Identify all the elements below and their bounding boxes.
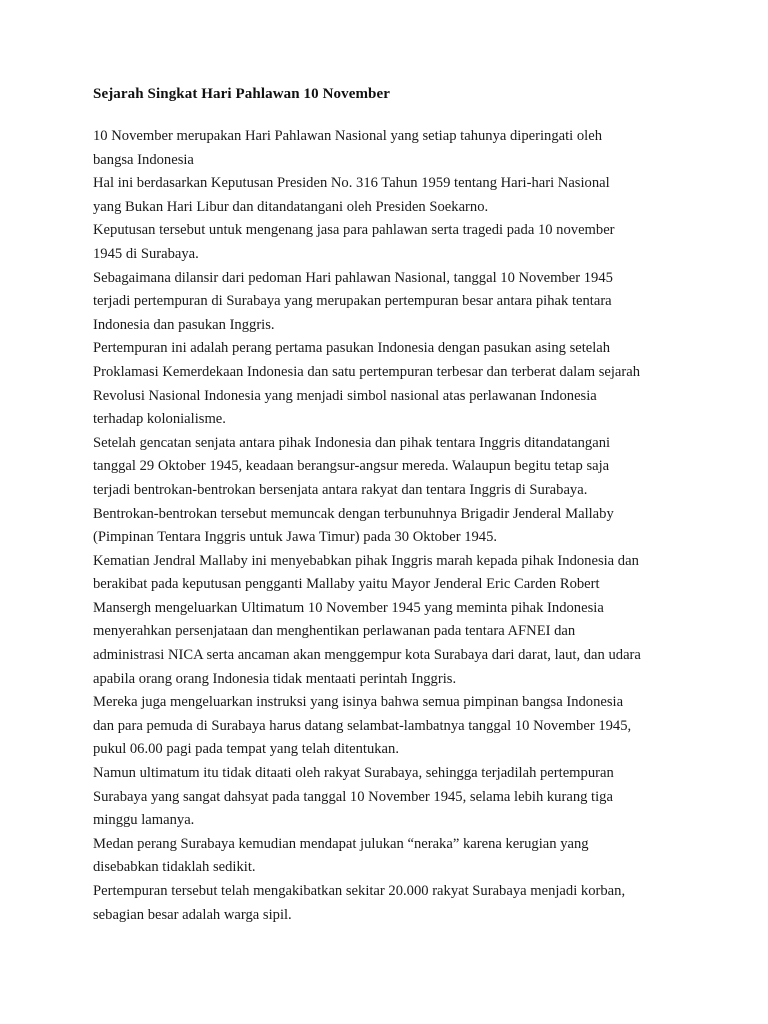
text-line: Kematian Jendral Mallaby ini menyebabkan pihak Inggris marah kepada pihak Indonesia dan bbox=[93, 552, 639, 569]
document-title: Sejarah Singkat Hari Pahlawan 10 November bbox=[93, 86, 391, 102]
text-line: minggu lamanya. bbox=[93, 812, 195, 829]
text-line: sebagian besar adalah warga sipil. bbox=[93, 906, 292, 923]
text-line: Medan perang Surabaya kemudian mendapat julukan “neraka” karena kerugian yang bbox=[93, 835, 589, 852]
text-line: Sebagaimana dilansir dari pedoman Hari pahlawan Nasional, tanggal 10 November 1945 bbox=[93, 269, 613, 286]
text-line: Proklamasi Kemerdekaan Indonesia dan satu pertempuran terbesar dan terberat dalam sejarah bbox=[93, 363, 641, 380]
text-line: Namun ultimatum itu tidak ditaati oleh rakyat Surabaya, sehingga terjadilah pertempuran bbox=[93, 765, 614, 782]
text-line: Pertempuran ini adalah perang pertama pasukan Indonesia dengan pasukan asing setelah bbox=[93, 340, 611, 357]
text-line: tanggal 29 Oktober 1945, keadaan berangsur-angsur mereda. Walaupun begitu tetap saja bbox=[93, 458, 610, 475]
text-line: berakibat pada keputusan pengganti Mallaby yaitu Mayor Jenderal Eric Carden Robert bbox=[93, 576, 600, 593]
text-line: Hal ini berdasarkan Keputusan Presiden No. 316 Tahun 1959 tentang Hari-hari Nasional bbox=[93, 175, 610, 192]
text-line: terjadi pertempuran di Surabaya yang merupakan pertempuran besar antara pihak tentara bbox=[93, 293, 612, 310]
text-line: yang Bukan Hari Libur dan ditandatangani oleh Presiden Soekarno. bbox=[93, 198, 489, 215]
text-line: dan para pemuda di Surabaya harus datang selambat-lambatnya tanggal 10 November 1945, bbox=[93, 717, 632, 734]
text-line: menyerahkan persenjataan dan menghentikan perlawanan pada tentara AFNEI dan bbox=[93, 623, 576, 640]
text-line: pukul 06.00 pagi pada tempat yang telah ditentukan. bbox=[93, 741, 399, 758]
text-line: disebabkan tidaklah sedikit. bbox=[93, 859, 256, 876]
text-line: 1945 di Surabaya. bbox=[93, 245, 199, 262]
text-line: (Pimpinan Tentara Inggris untuk Jawa Timur) pada 30 Oktober 1945. bbox=[93, 529, 498, 546]
text-line: terhadap kolonialisme. bbox=[93, 411, 226, 428]
text-line: Pertempuran tersebut telah mengakibatkan sekitar 20.000 rakyat Surabaya menjadi korban, bbox=[93, 883, 626, 899]
text-line: bangsa Indonesia bbox=[93, 151, 194, 168]
text-line: Indonesia dan pasukan Inggris. bbox=[93, 316, 275, 333]
text-line: 10 November merupakan Hari Pahlawan Nasional yang setiap tahunya diperingati oleh bbox=[93, 128, 602, 144]
text-line: Setelah gencatan senjata antara pihak Indonesia dan pihak tentara Inggris ditandatangani bbox=[93, 434, 611, 451]
text-line: Revolusi Nasional Indonesia yang menjadi simbol nasional atas perlawanan Indonesia bbox=[93, 387, 597, 404]
text-line: Mansergh mengeluarkan Ultimatum 10 November 1945 yang meminta pihak Indonesia bbox=[93, 599, 604, 616]
text-line: apabila orang orang Indonesia tidak mentaati perintah Inggris. bbox=[93, 670, 457, 687]
text-line: Bentrokan-bentrokan tersebut memuncak dengan terbunuhnya Brigadir Jenderal Mallaby bbox=[93, 505, 614, 522]
text-line: Keputusan tersebut untuk mengenang jasa para pahlawan serta tragedi pada 10 november bbox=[93, 222, 615, 239]
text-line: Surabaya yang sangat dahsyat pada tanggal 10 November 1945, selama lebih kurang tiga bbox=[93, 788, 613, 805]
text-line: terjadi bentrokan-bentrokan bersenjata antara rakyat dan tentara Inggris di Surabaya. bbox=[93, 481, 588, 498]
text-line: administrasi NICA serta ancaman akan menggempur kota Surabaya dari darat, laut, dan udara bbox=[93, 647, 641, 664]
document-body bbox=[93, 125, 693, 927]
text-line: Mereka juga mengeluarkan instruksi yang isinya bahwa semua pimpinan bangsa Indonesia bbox=[93, 694, 624, 711]
